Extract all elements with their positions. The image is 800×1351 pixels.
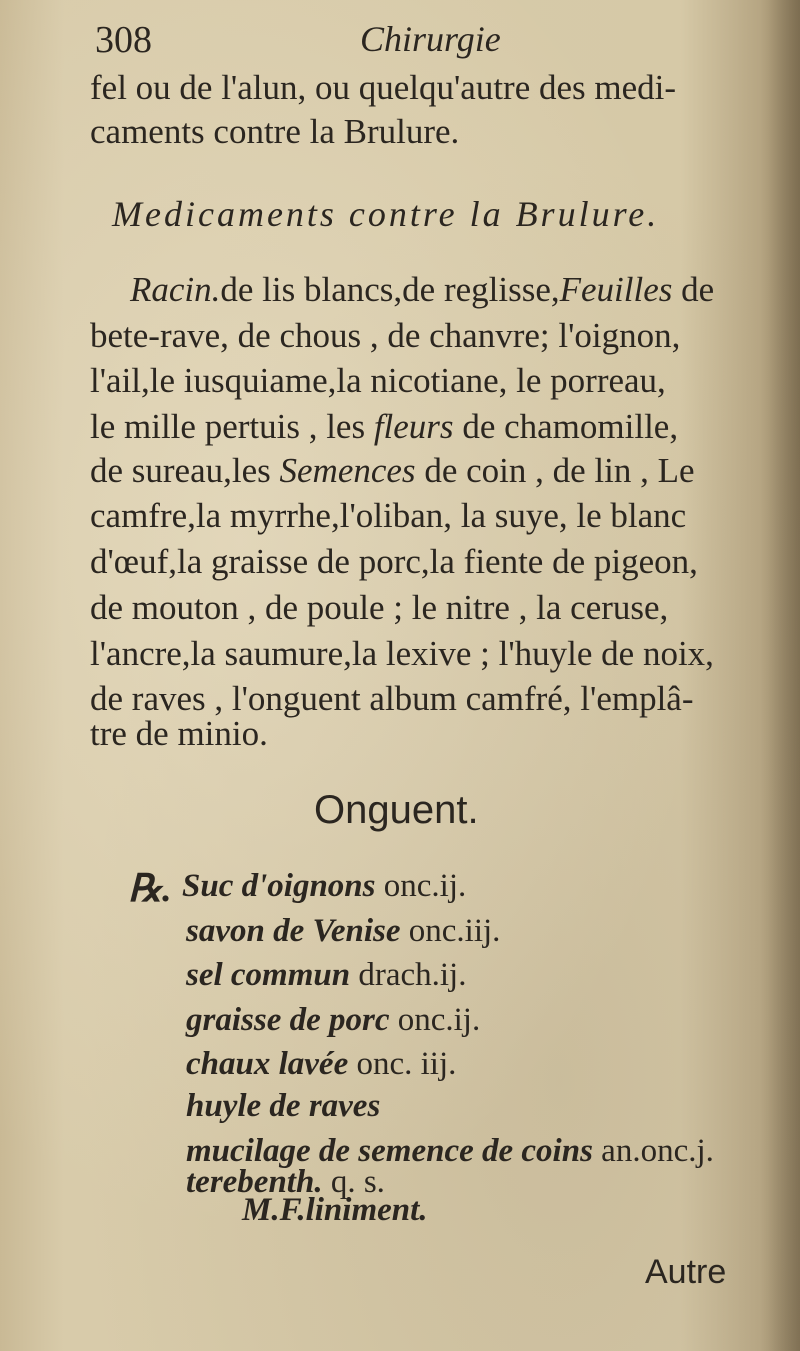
ingredient-quantity: onc.iij. <box>400 913 501 949</box>
text-run: de lis blancs,de reglisse, <box>220 270 560 309</box>
text-line <box>90 681 694 716</box>
text-line <box>90 409 678 444</box>
ingredient-quantity: onc. iij. <box>348 1046 457 1082</box>
page-edge-shadow <box>760 0 800 1351</box>
ingredient-line <box>186 913 500 950</box>
text-run: de <box>672 270 715 309</box>
recipe-symbol: ℞. <box>128 868 172 910</box>
ingredient-name: chaux lavée <box>186 1046 349 1082</box>
text-line: caments contre la Brulure. <box>90 112 460 151</box>
recipe-instruction: M.F.liniment. <box>242 1192 428 1228</box>
page-number: 308 <box>95 19 152 61</box>
text-line <box>90 636 714 671</box>
ingredient-name: terebenth. <box>186 1164 323 1200</box>
text-run: de mouton , de poule ; le nitre , la ceruse, <box>90 588 669 627</box>
recipe-title: Onguent. <box>314 788 479 832</box>
running-title: Chirurgie <box>360 19 501 59</box>
text-run: le mille pertuis , les <box>90 407 374 446</box>
ingredient-name: mucilage de semence de coins <box>186 1133 593 1169</box>
text-line: fel ou de l'alun, ou quelqu'autre des medi- <box>90 68 677 107</box>
text-line <box>90 590 668 625</box>
ingredient-quantity: q. s. <box>322 1164 385 1200</box>
text-run: camfre,la myrrhe,l'oliban, la suye, le blanc <box>90 496 687 535</box>
catchword: Autre <box>645 1253 727 1291</box>
italic-term: Racin. <box>130 270 221 309</box>
text-line <box>90 544 698 579</box>
ingredient-line <box>186 957 466 994</box>
section-title: Medicaments contre la Brulure. <box>112 194 660 234</box>
italic-term: fleurs <box>373 407 454 446</box>
text-run: l'ancre,la saumure,la lexive ; l'huyle de noix, <box>90 634 714 673</box>
text-run: l'ail,le iusquiame,la nicotiane, le porreau, <box>90 361 666 400</box>
text-line <box>90 453 695 488</box>
ingredient-name: sel commun <box>186 957 351 993</box>
text-line <box>130 272 714 307</box>
text-run: de sureau,les <box>90 451 280 490</box>
text-run: tre de minio. <box>90 714 268 753</box>
ingredient-name: Suc d'oignons <box>182 868 376 904</box>
ingredient-name: graisse de porc <box>186 1002 390 1038</box>
ingredient-name: huyle de raves <box>186 1088 381 1124</box>
ingredient-line <box>186 1002 480 1039</box>
ingredient-name: savon de Venise <box>186 913 401 949</box>
text-run: de raves , l'onguent album camfré, l'emplâ- <box>90 679 694 718</box>
ingredient-line <box>186 1088 380 1125</box>
text-line <box>90 318 680 353</box>
running-head <box>95 18 695 68</box>
text-line <box>90 498 686 533</box>
italic-term: Feuilles <box>559 270 673 309</box>
ingredient-line <box>182 868 466 905</box>
ingredient-quantity: drach.ij. <box>350 957 467 993</box>
text-run: de chamomille, <box>453 407 679 446</box>
text-line <box>90 716 268 751</box>
ingredient-quantity: an.onc.j. <box>592 1133 714 1169</box>
ingredient-quantity: onc.ij. <box>389 1002 481 1038</box>
text-line <box>90 363 666 398</box>
ingredient-line <box>186 1046 456 1083</box>
text-run: bete-rave, de chous , de chanvre; l'oignon, <box>90 316 681 355</box>
ingredient-quantity: onc.ij. <box>375 868 467 904</box>
text-run: de coin , de lin , Le <box>415 451 695 490</box>
italic-term: Semences <box>279 451 416 490</box>
text-run: d'œuf,la graisse de porc,la fiente de pigeon, <box>90 542 698 581</box>
